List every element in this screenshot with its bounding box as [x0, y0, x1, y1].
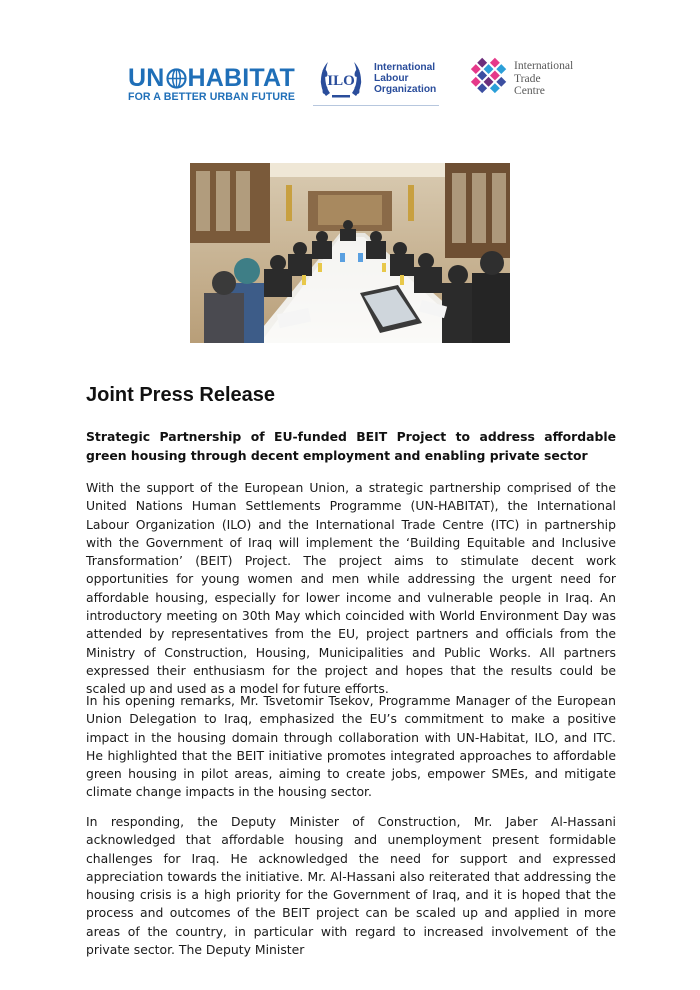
body-paragraph-1: With the support of the European Union, a strategic partnership comprised of the United Nations Human Settlements Programme (UN-HABITAT), the International Labour Organization (ILO) and the International Trade Centre (ITC) in partnership with the Government of Iraq will implement the ‘Building Equitable and Inclusive Transformation’ (BEIT) Project. The project aims to stimulate decent work opportunities for young women and men while addressing the urgent need for affordable housing, especially for lower income and vulnerable people in Iraq. An introductory meeting on 30th May which coincided with World Environment Day was attended by representatives from the EU, project partners and officials from the Ministry of Construction, Housing, Municipalities and Public Works. All partners expressed their enthusiasm for the project and hopes that the results could be scaled up and used as a model for future efforts. [86, 480, 616, 697]
meeting-room-photo [190, 163, 510, 343]
page-title: Joint Press Release [86, 384, 275, 406]
ilo-line-1: International [374, 62, 436, 73]
itc-line-2: Trade [514, 71, 541, 85]
ilo-logo [313, 55, 439, 106]
unhabitat-logo-habitat: HABITAT [187, 64, 295, 92]
globe-icon [166, 68, 187, 89]
unhabitat-tagline: FOR A BETTER URBAN FUTURE [128, 91, 296, 103]
unhabitat-logo-un: UN [128, 64, 165, 92]
partner-logos [0, 52, 700, 108]
ilo-emblem-icon [317, 55, 365, 103]
press-release-subtitle: Strategic Partnership of EU-funded BEIT Project to address affordable green housing through decent employment and enabling private sector [86, 429, 616, 463]
meeting-photo-image [190, 163, 510, 343]
itc-mark-icon [462, 54, 508, 104]
ilo-line-2: Labour [374, 73, 409, 84]
unhabitat-logo [128, 66, 298, 103]
ilo-emblem-text: ILO [327, 73, 355, 89]
itc-line-3: Centre [514, 84, 545, 97]
ilo-line-3: Organization [374, 84, 437, 95]
body-paragraph-3: In responding, the Deputy Minister of Construction, Mr. Jaber Al-Hassani acknowledged that affordable housing and unemployment present formidable challenges for Iraq. He acknowledged the need for support and expressed appreciation towards the initiative. Mr. Al-Hassani also reiterated that addressing the housing crisis is a high priority for the Government of Iraq, and it is hoped that the process and outcomes of the BEIT project can be scaled up and applied in more areas of the country, in particular with regard to increased involvement of the private sector. The Deputy Minister [86, 814, 616, 958]
itc-logo [462, 54, 592, 106]
body-paragraph-2: In his opening remarks, Mr. Tsvetomir Tsekov, Programme Manager of the European Union Delegation to Iraq, emphasized the EU’s commitment to make a positive impact in the housing domain through collaboration with UN-Habitat, ILO, and ITC. He highlighted that the BEIT initiative promotes integrated approaches to affordable green housing in pilot areas, aiming to create jobs, empower SMEs, and mitigate climate change impacts in the housing sector. [86, 693, 616, 800]
itc-line-1: International [514, 59, 574, 72]
